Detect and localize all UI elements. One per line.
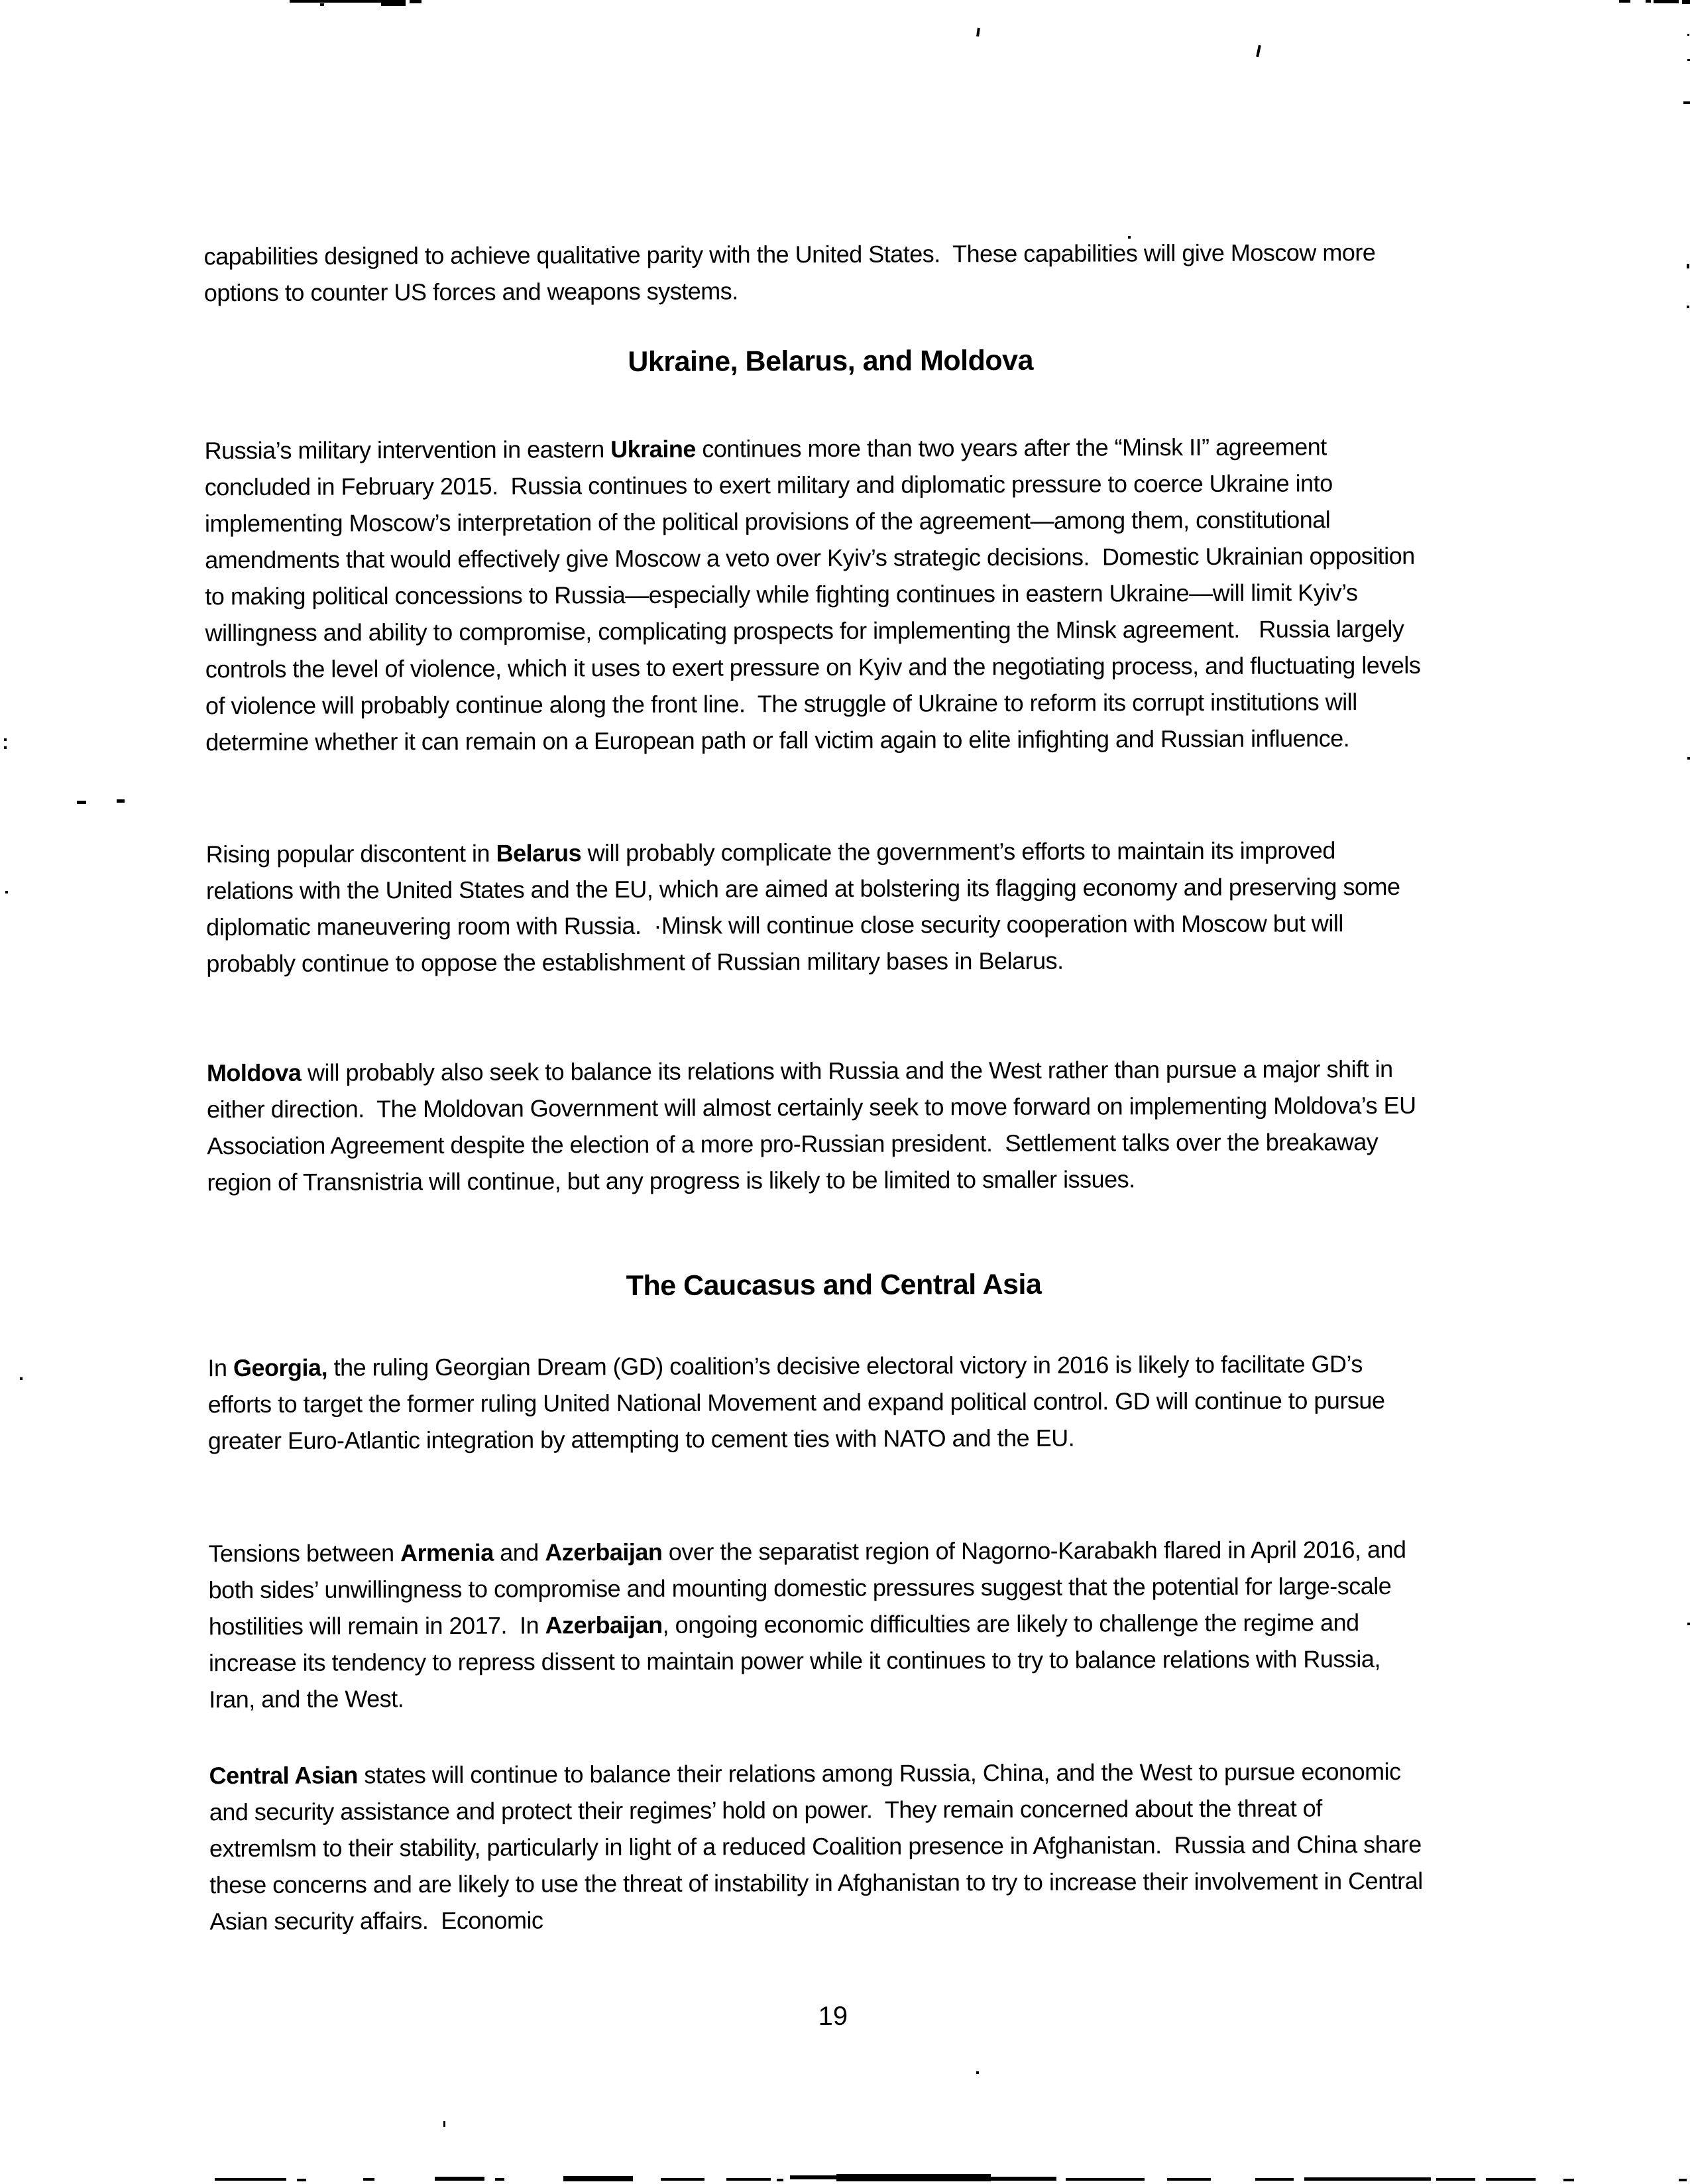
scan-artifact-speck (5, 891, 8, 893)
scan-artifact-bottom-line (1436, 2178, 1475, 2181)
scan-artifact-top-line (320, 3, 324, 6)
scan-artifact-top-right (1682, 0, 1690, 4)
scan-artifact-bottom-line (215, 2178, 286, 2181)
scan-artifact-bottom-line (991, 2177, 1056, 2181)
scan-artifact-bottom-line (790, 2175, 836, 2179)
scan-artifact-top-right (1619, 0, 1630, 3)
paragraph-moldova: Moldova will probably also seek to balance its relations with Russia and the West rather than pursue a major shift in either direction. The Moldovan Government will almost certainly seek to move forward on implementing Moldova’s EU Association Agreement despite the election of a more pro-Russian president. Settlement talks over the breakaway region of Transnistria will continue, but any progress is likely to be limited to smaller issues. (206, 1055, 1416, 1196)
scan-artifact-right-tick (1687, 264, 1689, 268)
scan-artifact-bottom-line (661, 2178, 704, 2181)
scan-artifact-top-line (381, 0, 406, 6)
scan-artifact-right-tick (1683, 101, 1690, 104)
scan-artifact-bottom-line (1679, 2179, 1687, 2181)
scan-artifact-bottom-line (777, 2179, 783, 2181)
scan-artifact-bottom-line (1563, 2179, 1574, 2181)
scan-artifact-bottom-line (836, 2174, 991, 2181)
scan-artifact-bottom-line (1486, 2178, 1536, 2181)
paragraph-central-asia: Central Asian states will continue to balance their relations among Russia, China, and the West to pursue economic and security assistance and protect their regimes’ hold on power. They remain concerned about the threat of extremlsm to their stability, particularly in light of a reduced Coalition presence in Afghanistan. Russia and China share these concerns and are likely to use the threat of instability in Afghanistan to try to increase their involvement in Central Asian security affairs. Economic (209, 1757, 1423, 1935)
scan-artifact-speck (20, 1377, 23, 1380)
page-text-block (203, 0, 1430, 2184)
scan-artifact-bottom-line (495, 2178, 504, 2181)
page-number: 19 (818, 2001, 848, 2031)
scan-artifact-speck (1128, 236, 1131, 239)
scan-artifact-bottom-line (1255, 2178, 1294, 2181)
scan-artifact-top-line (410, 0, 422, 3)
scan-artifact-bottom-line (726, 2178, 771, 2181)
paragraph-armenia-azerbaijan: Tensions between Armenia and Azerbaijan over the separatist region of Nagorno-Karabakh flared in April 2016, and both sides’ unwillingness to compromise and mounting domestic pressures suggest that the potential for large-scale hostilities will remain in 2017. In Azerbaijan, ongoing economic difficulties are likely to challenge the regime and increase its tendency to repress dissent to maintain power while it continues to try to balance relations with Russia, Iran, and the West. (208, 1535, 1406, 1713)
heading-ukraine-belarus-moldova: Ukraine, Belarus, and Moldova (628, 344, 1034, 378)
scan-artifact-bottom-line (1304, 2177, 1431, 2181)
scan-artifact-speck (77, 801, 86, 804)
scan-artifact-speck (1687, 34, 1689, 36)
scan-artifact-right-tick (1687, 1623, 1690, 1625)
paragraph-capabilities-continuation: capabilities designed to achieve qualitative parity with the United States. These capabilities will give Moscow more options to counter US forces and weapons systems. (203, 239, 1376, 307)
scan-artifact-bottom-line (435, 2177, 484, 2181)
paragraph-ukraine: Russia’s military intervention in eastern Ukraine continues more than two years after the “Minsk II” agreement concluded in February 2015. Russia continues to exert military and diplomatic pressure to coerce Ukraine into implementing Moscow’s interpretation of the political provisions of the agreement—among them, constitutional amendments that would effectively give Moscow a veto over Kyiv’s strategic decisions. Domestic Ukrainian opposition to making political concessions to Russia—especially while fighting continues in eastern Ukraine—will limit Kyiv’s willingness and ability to compromise, complicating prospects for implementing the Minsk agreement. Russia largely controls the level of violence, which it uses to exert pressure on Kyiv and the negotiating process, and fluctuating levels of violence will probably continue along the front line. The struggle of Ukraine to reform its corrupt institutions will determine whether it can remain on a European path or fall victim again to elite infighting and Russian influence. (204, 433, 1421, 756)
scan-artifact-speck (1687, 59, 1690, 61)
scan-artifact-right-tick (1687, 306, 1689, 308)
scan-artifact-speck (117, 799, 125, 803)
scan-artifact-top-right (1654, 0, 1679, 3)
scan-artifact-speck (4, 746, 7, 749)
scan-artifact-bottom-line (297, 2179, 306, 2181)
paragraph-belarus: Rising popular discontent in Belarus will probably complicate the government’s efforts to maintain its improved relations with the United States and the EU, which are aimed at bolstering its flagging economy and preserving some diplomatic maneuvering room with Russia. ·Minsk will continue close security cooperation with Moscow but will probably continue to oppose the establishment of Russian military bases in Belarus. (205, 836, 1400, 978)
scan-artifact-bottom-line (1167, 2178, 1211, 2181)
scan-artifact-bottom-line (1066, 2178, 1145, 2181)
scan-artifact-bottom-line (363, 2178, 374, 2181)
heading-caucasus-central-asia: The Caucasus and Central Asia (626, 1268, 1042, 1302)
scan-artifact-right-tick (1687, 757, 1690, 760)
scan-artifact-speck (443, 2121, 445, 2127)
paragraph-georgia: In Georgia, the ruling Georgian Dream (GD) coalition’s decisive electoral victory in 2016 is likely to facilitate GD’s efforts to target the former ruling United National Movement and expand political control. GD will continue to pursue greater Euro-Atlantic integration by attempting to cement ties with NATO and the EU. (207, 1350, 1385, 1455)
scan-artifact-top-right (1646, 0, 1651, 3)
scan-artifact-speck (976, 2071, 979, 2074)
scan-artifact-speck (4, 738, 7, 741)
scan-artifact-bottom-line (563, 2176, 633, 2181)
